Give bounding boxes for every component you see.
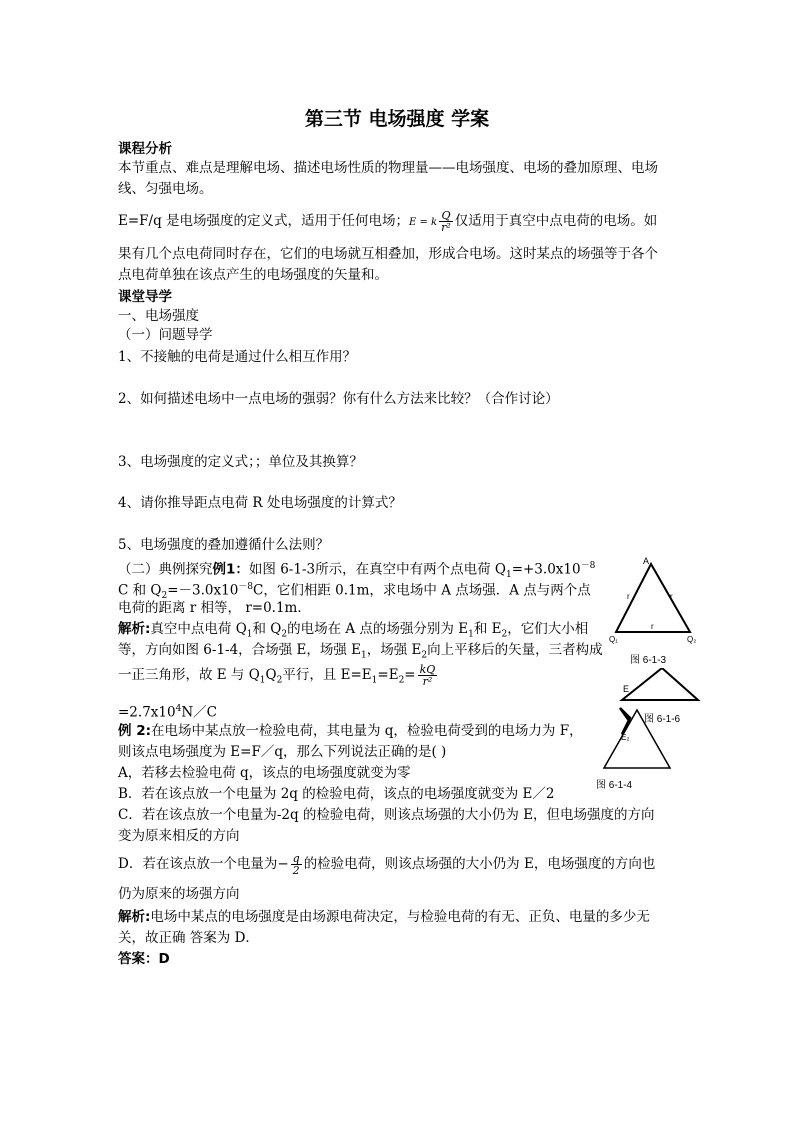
example-1-value: =+3.0x10 — [511, 561, 581, 578]
intro-line-2: 线、匀强电场。 — [118, 181, 213, 197]
vector-e-label: E — [623, 684, 630, 694]
example-1-exponent-2: －8 — [238, 582, 254, 592]
solution-2-line-2: 关，故正确 答案为 D． — [118, 930, 259, 946]
formula-denominator: r² — [441, 221, 451, 234]
page-title: 第三节 电场强度 学案 — [304, 108, 490, 130]
solution-result-unit: N／C — [181, 704, 217, 721]
intro-line-1: 本节重点、难点是理解电场、描述电场性质的物理量——电场强度、电场的叠加原理、电场 — [118, 160, 658, 176]
upper-triangle — [622, 668, 698, 700]
example-1-line-3: 电荷的距离 r 相等， r=0.1m． — [118, 600, 311, 616]
example-1-text-2a: C 和 Q — [118, 582, 162, 599]
option-d-line-2: 仍为原来的场强方向 — [118, 886, 240, 902]
example-2-text: 在电场中某点放一检验电荷，其电量为 q，检验电荷受到的电场力为 F， — [151, 723, 583, 739]
solution-2-text: 电场中某点的电场强度是由场源电荷决定，与检验电荷的有无、正负、电量的多少无 — [150, 909, 650, 925]
solution-text-3d: =E — [377, 667, 399, 683]
charge-q1-label: Q₁ — [609, 635, 618, 644]
example-1-exponent: －8 — [580, 561, 596, 571]
option-d-numerator: q — [292, 852, 300, 865]
side-r-bottom: r — [651, 622, 654, 631]
example-1-text-2b: =－3.0x10 — [167, 582, 239, 599]
solution-1-line-2: 等，方向如图 6-1-4，合场强 E，场强 $E_1$，场强 $E_2$向上平移后的矢量，三者构成 — [118, 642, 603, 661]
question-3: 3、电场强度的定义式；；单位及其换算？ — [118, 454, 363, 470]
option-d-sign: − — [277, 856, 289, 872]
question-1: 1、不接触的电荷是通过什么相互作用？ — [118, 349, 357, 365]
answer-label: 答案： — [118, 951, 159, 967]
solution-1-line-4 — [118, 700, 217, 722]
option-b: B．若在该点放一个电量为 2q 的检验电荷，该点的电场强度就变为 E／2 — [118, 786, 555, 802]
figure-6-1-6-and-6-1-4 — [582, 668, 712, 798]
option-c-line-2: 变为原来相反的方向 — [118, 828, 240, 844]
solution-text-3e: = — [404, 667, 416, 683]
coulomb-formula-fraction — [439, 210, 453, 233]
example-2-label: 例 2: — [118, 723, 151, 739]
solution-2-line-1 — [118, 908, 650, 926]
question-2: 2、如何描述电场中一点电场的强弱？你有什么方法来比较？（合作讨论） — [118, 391, 559, 407]
solution-1-label: 解析: — [118, 621, 151, 637]
solution-text-2a: 等，方向如图 6-1-4，合场强 E，场强 E — [118, 642, 361, 658]
solution-result-exponent: 4 — [175, 704, 182, 714]
solution-text-2c: 向上平移后的矢量，三者构成 — [427, 642, 603, 658]
solution-text-3b: Q — [265, 667, 277, 683]
figure-6-1-6-caption: 图 6-1-6 — [644, 714, 681, 725]
option-d-fraction — [291, 853, 302, 876]
solution-2-label: 解析: — [118, 909, 151, 925]
field-formula-numerator: kQ — [419, 663, 436, 676]
definition-text-b: 仅适用于真空中点电荷的电场。如 — [454, 213, 658, 229]
answer-value: D — [158, 951, 170, 967]
side-r-left: r — [627, 592, 630, 601]
side-r-right: r — [670, 592, 673, 601]
example-1-text-2c: C，它们相距 0.1m，求电场中 A 点场强．A 点与两个点 — [253, 582, 591, 599]
solution-result: =2.7x10 — [118, 704, 176, 721]
solution-text-2b: ，场强 E — [366, 642, 422, 658]
option-d-line-1 — [118, 853, 655, 876]
vertex-a-label: A — [643, 556, 650, 566]
figure-6-1-3 — [600, 552, 710, 670]
solution-text-3c: 平行，且 E=E — [282, 667, 372, 683]
formula-numerator: Q — [439, 210, 453, 222]
example-1-label: 例1： — [212, 561, 249, 578]
example-1-line-1: （二）典例探究例1：如图 6-1-3所示，在真空中有两个点电荷 $Q_1=+3.0x10^{-8}$ — [118, 561, 596, 581]
charge-q2-label: Q₂ — [687, 635, 697, 644]
definition-line-1 — [118, 210, 657, 233]
figure-6-1-4-caption: 图 6-1-4 — [596, 780, 633, 791]
example-2-line-2: 则该点电场强度为 E=F／q，那么下列说法正确的是( ) — [118, 744, 447, 760]
field-formula-fraction — [418, 664, 438, 687]
question-4: 4、请你推导距点电荷 R 处电场强度的计算式？ — [118, 495, 402, 511]
question-5: 5、电场强度的叠加遵循什么法则？ — [118, 537, 330, 553]
solution-text-c: 的电场在 A 点的场强分别为 E — [287, 621, 469, 637]
section-heading-guide: 课堂导学 — [118, 289, 172, 305]
definition-line-2: 果有几个点电荷同时存在，它们的电场就互相叠加，形成合电场。这时某点的场强等于各个 — [118, 246, 658, 262]
vector-e2-label: E₂ — [621, 733, 630, 742]
example-2-line-1 — [118, 722, 583, 740]
part-1-sub-heading: （一）问题导学 — [118, 327, 213, 343]
option-a: A，若移去检验电荷 q，该点的电场强度就变为零 — [118, 765, 411, 781]
figure-6-1-3-caption: 图 6-1-3 — [630, 655, 667, 666]
example-intro: （二）典例探究 — [118, 561, 213, 578]
option-d-denominator: 2 — [292, 864, 300, 877]
coulomb-formula-lhs: E = k — [409, 217, 438, 228]
solution-1-line-3: 一正三角形，故 E 与 $Q_1Q_2$平行，且 $E=E_1=E_2=$ $\frac{kQ}{\text{r²}}$ — [118, 663, 436, 688]
answer-line — [118, 950, 170, 968]
solution-1-line-1: 解析:真空中点电荷 $Q_1$和 $Q_2$的电场在 A 点的场强分别为 $E_1$和 $E_2$，它们大小相 — [118, 621, 589, 640]
definition-line-3: 点电荷单独在该点产生的电场强度的矢量和。 — [118, 267, 388, 283]
example-1-line-2: C 和 $Q_2=-3.0x10^{-8}C$，它们相距 0.1m，求电场中 A 点场强．A 点与两个点 — [118, 582, 591, 602]
example-1-text: 如图 6-1-3所示，在真空中有两个点电荷 Q — [248, 561, 506, 578]
option-c-line-1: C．若在该点放一个电量为-2q 的检验电荷，则该点场强的大小仍为 E，但电场强度的方向 — [118, 807, 655, 823]
definition-text-a: E=F/q 是电场强度的定义式，适用于任何电场； — [118, 213, 410, 229]
option-d-text-a: D．若在该点放一个电量为 — [118, 856, 278, 872]
solution-text-3a: 一正三角形，故 E 与 Q — [118, 667, 260, 683]
field-formula-denominator: r² — [422, 675, 433, 688]
solution-text-b: 和 Q — [252, 621, 282, 637]
solution-text-e: ，它们大小相 — [507, 621, 589, 637]
section-heading-analysis: 课程分析 — [118, 141, 172, 157]
solution-text-a: 真空中点电荷 Q — [150, 621, 247, 637]
solution-text-d: 和 E — [473, 621, 502, 637]
field-vector-e — [620, 708, 630, 734]
part-1-heading: 一、电场强度 — [118, 308, 199, 324]
option-d-text-b: 的检验电荷，则该点场强的大小仍为 E，电场强度的方向也 — [303, 856, 656, 872]
